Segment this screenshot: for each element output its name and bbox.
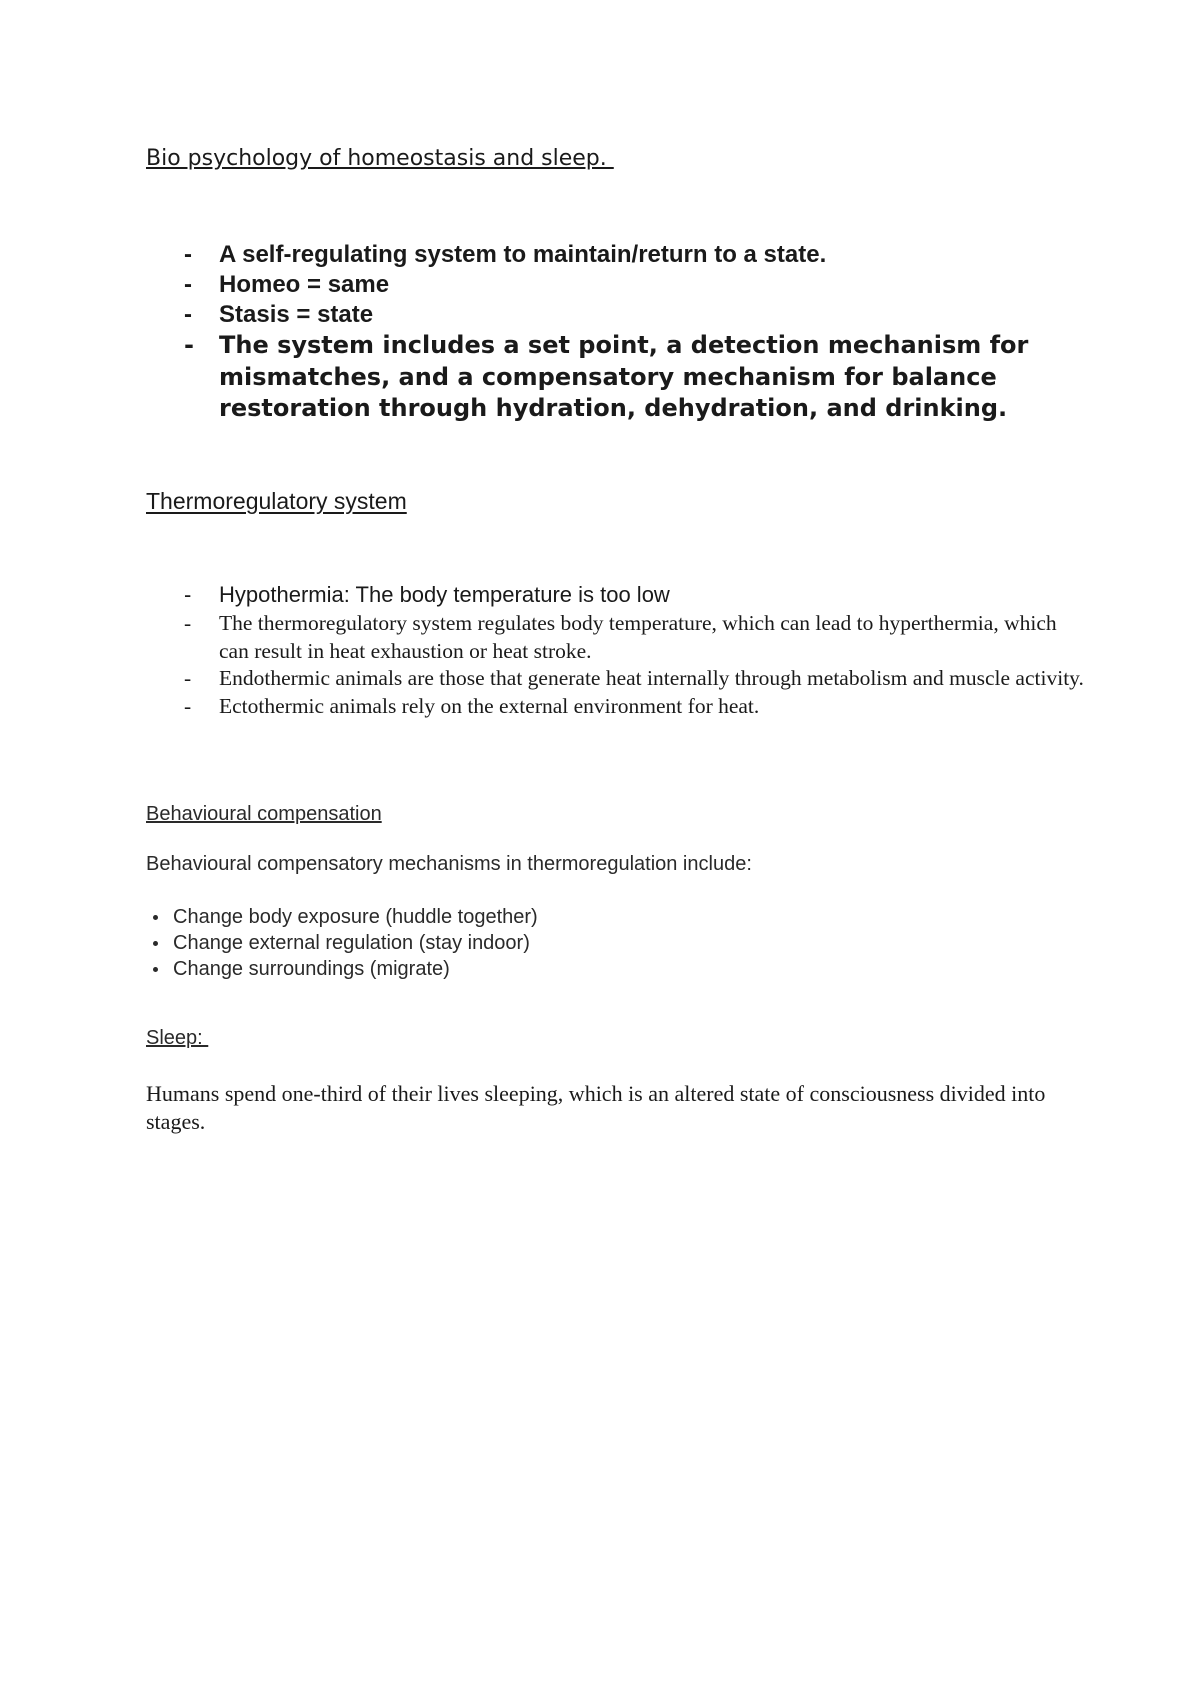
dash-marker: -	[184, 666, 192, 690]
list-item-text: Change external regulation (stay indoor)	[173, 932, 530, 954]
list-item-text: A self-regulating system to maintain/return to a state.	[219, 241, 827, 268]
homeostasis-list	[146, 240, 1046, 425]
dash-marker: -	[184, 582, 192, 607]
list-item	[146, 330, 1046, 425]
thermoregulatory-list	[146, 580, 1086, 720]
list-item	[146, 665, 1086, 693]
list-item-text: Change body exposure (huddle together)	[173, 906, 538, 928]
dash-marker: -	[184, 611, 192, 635]
bullet-icon	[153, 941, 158, 946]
list-item-text: Ectothermic animals rely on the external environment for heat.	[219, 693, 760, 718]
list-item-text: Stasis = state	[219, 301, 374, 328]
list-item-text: The system includes a set point, a detection mechanism for mismatches, and a compensatory mechanism for balance restoration through hydration, dehydration, and drinking.	[219, 331, 1029, 422]
dash-marker: -	[184, 331, 194, 359]
list-item	[146, 240, 1046, 270]
list-item-text: Change surroundings (migrate)	[173, 958, 450, 980]
bullet-icon	[153, 967, 158, 972]
list-item	[146, 693, 1086, 721]
list-item	[146, 904, 538, 930]
thermoregulatory-heading: Thermoregulatory system	[146, 488, 407, 514]
list-item-text: Hypothermia: The body temperature is too low	[219, 582, 670, 607]
list-item	[146, 270, 1046, 300]
list-item-text: The thermoregulatory system regulates body temperature, which can lead to hyperthermia, which can result in heat exhaustion or heat stroke.	[219, 611, 1057, 663]
list-item	[146, 580, 1086, 610]
behavioural-compensation-heading: Behavioural compensation	[146, 803, 382, 825]
dash-marker: -	[184, 241, 192, 268]
document-title: Bio psychology of homeostasis and sleep.	[146, 146, 614, 171]
dash-marker: -	[184, 271, 192, 298]
list-item	[146, 300, 1046, 330]
behavioural-intro: Behavioural compensatory mechanisms in thermoregulation include:	[146, 853, 752, 875]
list-item	[146, 930, 538, 956]
bullet-icon	[153, 915, 158, 920]
list-item-text: Endothermic animals are those that generate heat internally through metabolism and muscle activity.	[219, 666, 1084, 690]
behavioural-bullet-list	[146, 904, 538, 982]
dash-marker: -	[184, 301, 192, 328]
list-item-text: Homeo = same	[219, 271, 390, 298]
sleep-paragraph: Humans spend one-third of their lives sleeping, which is an altered state of consciousness divided into stages.	[146, 1081, 1046, 1134]
sleep-heading: Sleep:	[146, 1027, 209, 1049]
dash-marker: -	[184, 693, 192, 718]
list-item	[146, 956, 538, 982]
list-item	[146, 610, 1086, 665]
